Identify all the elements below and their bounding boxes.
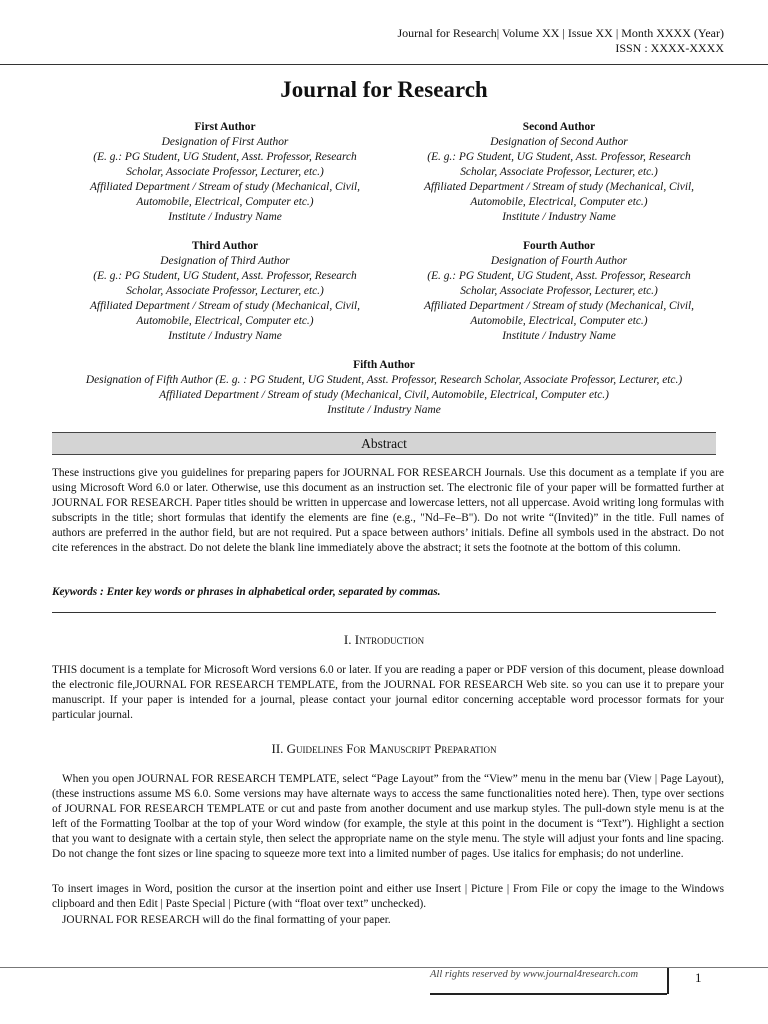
author-department-2: Automobile, Electrical, Computer etc.) [470,315,648,327]
header-rule [0,64,768,65]
author-name: Fourth Author [523,240,595,252]
author-department-2: Automobile, Electrical, Computer etc.) [136,196,314,208]
abstract-text: These instructions give you guidelines for preparing papers for JOURNAL FOR RESEARCH Journals. Use this document as a template if you are using Microsoft Word 6.0 or later. Otherwise, use this document as an instruction set. The electronic file of your paper will be formatted further at JOURNAL FOR RESEARCH. Paper titles should be written in uppercase and lowercase letters, not all uppercase. Avoid writing long formulas with subscripts in the title; short formulas that identify the elements are fine (e.g., "Nd–Fe–B"). Do not write “(Invited)” in the title. Full names of authors are preferred in the author field, but are not required. Put a space between authors’ initials. Define all symbols used in the abstract. Do not cite references in the abstract. Do not delete the blank line immediately above the abstract; it sets the footnote at the bottom of this column. [52,467,724,555]
author-name: Third Author [191,240,259,252]
guidelines-paragraph-1: When you open JOURNAL FOR RESEARCH TEMPLATE, select “Page Layout” from the “View” menu in the menu bar (View | Page Layout), (these instructions assume MS 6.0. Some versions may have alternate ways to access the same functionalities noted here). Then, type over sections of JOURNAL FOR RESEARCH TEMPLATE or cut and paste from another document and use markup styles. The pull-down style menu is at the left of the Formatting Toolbar at the top of your Word window (for example, the style at this point in the document is “Text”). Highlight a section that you want to designate with a certain style, then select the appropriate name on the style menu. The style will adjust your fonts and line spacing. Do not change the font sizes or line spacing to squeeze more text into a limited number of pages. Use italics for emphasis; do not underline. [52,773,724,861]
author-designation: Designation of Third Author [160,255,290,267]
author-designation: Designation of Fourth Author [490,255,628,267]
section-title: Introduction [354,632,425,647]
author-department-1: Affiliated Department / Stream of study (Mechanical, Civil, [423,300,695,312]
header-issn-line: ISSN : XXXX-XXXX [615,41,724,55]
footer-rule [0,967,768,968]
section-heading-guidelines [0,741,768,757]
author-designation: Designation of Fifth Author (E. g. : PG Student, UG Student, Asst. Professor, Research Scholar, Associate Professor, Lecturer, etc.) [85,374,683,386]
guidelines-paragraph-2: To insert images in Word, position the cursor at the insertion point and either use Insert | Picture | From File or copy the image to the Windows clipboard and then Edit | Paste Special | Picture (with “float over text” unchecked). [52,883,724,911]
author-block-1 [40,120,410,225]
author-example-1: (E. g.: PG Student, UG Student, Asst. Professor, Research [427,151,691,163]
page-number: 1 [695,970,702,985]
author-institute: Institute / Industry Name [327,404,441,416]
author-department-2: Automobile, Electrical, Computer etc.) [136,315,314,327]
author-name: First Author [194,121,256,133]
author-example-1: (E. g.: PG Student, UG Student, Asst. Professor, Research [93,270,357,282]
author-block-5 [20,358,748,418]
footer-underline [430,993,667,995]
author-example-2: Scholar, Associate Professor, Lecturer, etc.) [126,166,324,178]
author-example-1: (E. g.: PG Student, UG Student, Asst. Professor, Research [427,270,691,282]
author-block-3 [40,239,410,344]
guidelines-paragraph-3: JOURNAL FOR RESEARCH will do the final formatting of your paper. [62,914,391,926]
author-designation: Designation of First Author [161,136,289,148]
author-institute: Institute / Industry Name [502,330,616,342]
author-example-2: Scholar, Associate Professor, Lecturer, etc.) [460,285,658,297]
author-example-1: (E. g.: PG Student, UG Student, Asst. Professor, Research [93,151,357,163]
journal-header [398,26,725,56]
author-example-2: Scholar, Associate Professor, Lecturer, etc.) [126,285,324,297]
section-heading-introduction [0,632,768,648]
author-name: Fifth Author [353,359,415,371]
section-number: II. [271,741,284,756]
footer-copyright: All rights reserved by www.journal4research.com [430,969,639,980]
author-department-1: Affiliated Department / Stream of study (Mechanical, Civil, [89,300,361,312]
author-department-2: Automobile, Electrical, Computer etc.) [470,196,648,208]
abstract-heading: Abstract [52,432,716,455]
keywords-line: Keywords : Enter key words or phrases in alphabetical order, separated by commas. [52,586,441,598]
author-institute: Institute / Industry Name [502,211,616,223]
author-department: Affiliated Department / Stream of study (Mechanical, Civil, Automobile, Electrical, Computer etc.) [159,389,609,401]
author-department-1: Affiliated Department / Stream of study (Mechanical, Civil, [423,181,695,193]
page-title: Journal for Research [280,77,488,102]
author-institute: Institute / Industry Name [168,211,282,223]
keywords-rule [52,612,716,613]
author-designation: Designation of Second Author [490,136,628,148]
author-block-2 [374,120,744,225]
section-number: I. [343,632,352,647]
author-example-2: Scholar, Associate Professor, Lecturer, etc.) [460,166,658,178]
author-block-4 [374,239,744,344]
author-department-1: Affiliated Department / Stream of study (Mechanical, Civil, [89,181,361,193]
introduction-text: THIS document is a template for Microsoft Word versions 6.0 or later. If you are reading a paper or PDF version of this document, please download the electronic file,JOURNAL FOR RESEARCH TEMPLATE, from the JOURNAL FOR RESEARCH Web site. so you can use it to prepare your manuscript. If your paper is intended for a journal, please contact your journal editor concerning acceptable word processor formats for your particular journal. [52,664,724,722]
author-institute: Institute / Industry Name [168,330,282,342]
author-name: Second Author [522,121,596,133]
section-title: Guidelines For Manuscript Preparation [286,741,497,756]
footer-divider [667,968,669,994]
header-volume-line: Journal for Research| Volume XX | Issue XX | Month XXXX (Year) [397,26,724,40]
